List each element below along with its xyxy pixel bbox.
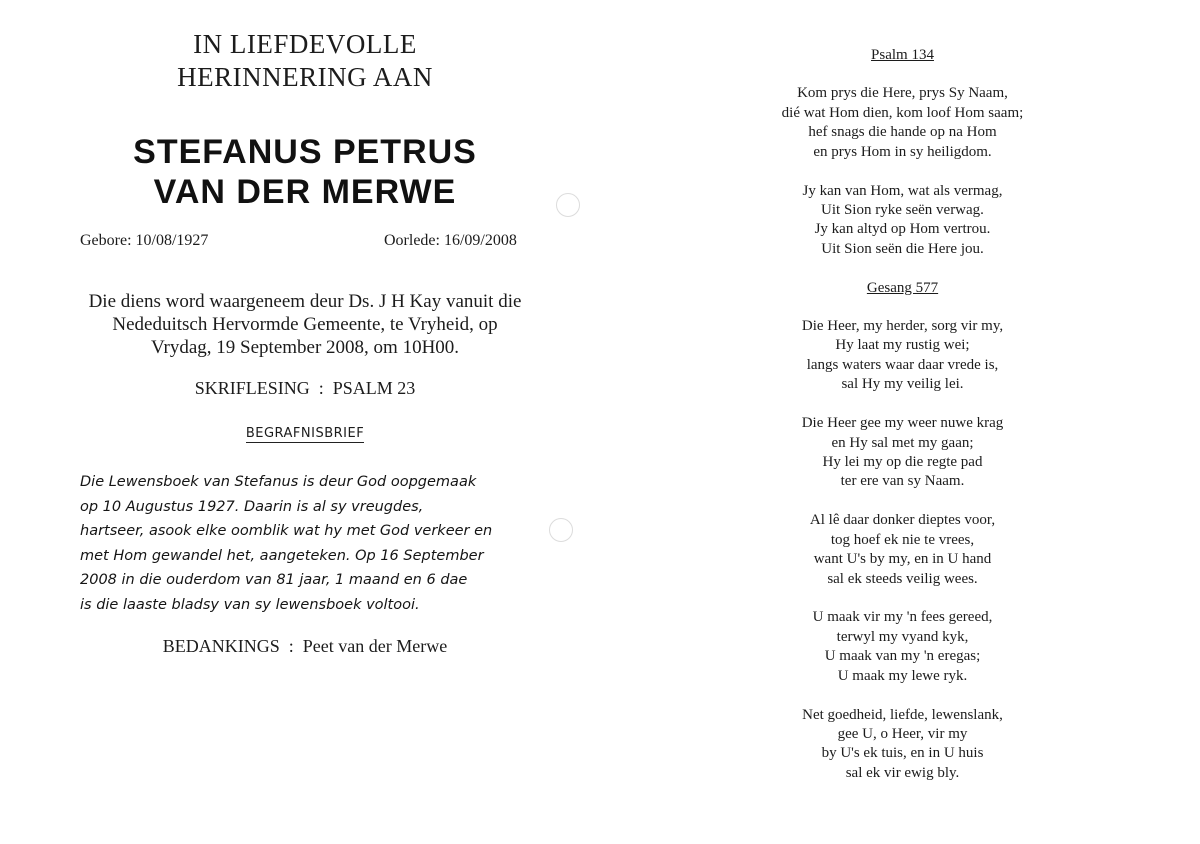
hymn-stanza [600, 608, 1200, 686]
psalm-title: Psalm 134 [871, 47, 934, 63]
psalm-stanza [600, 84, 1200, 162]
service-line: Nededuitsch Hervormde Gemeente, te Vryheid, op [112, 314, 498, 335]
verse-line: ter ere van sy Naam. [840, 473, 965, 490]
verse-line: U maak my lewe ryk. [837, 667, 968, 684]
verse-line: by U's ek tuis, en in U huis [821, 745, 984, 762]
heading-line: IN LIEFDEVOLLE [193, 29, 417, 59]
verse-line: Kom prys die Here, prys Sy Naam, [797, 85, 1008, 102]
verse-line: Hy lei my op die regte pad [822, 454, 983, 470]
verse-line: Uit Sion ryke seën verwag. [821, 201, 984, 218]
hymn-stanza [600, 317, 1200, 395]
verse-line: dié wat Hom dien, kom loof Hom saam; [781, 104, 1024, 121]
verse-line: sal ek steeds veilig wees. [827, 570, 978, 587]
psalm-stanza [600, 182, 1200, 260]
verse-line: sal Hy my veilig lei. [841, 376, 964, 393]
verse-line: langs waters waar daar vrede is, [806, 356, 999, 373]
verse-line: hef snags die hande op na Hom [808, 124, 997, 141]
hymn-title: Gesang 577 [866, 279, 939, 296]
death-date: Oorlede: 16/09/2008 [384, 232, 517, 249]
verse-line: gee U, o Heer, vir my [837, 725, 968, 742]
verse-line: Al lê daar donker dieptes voor, [809, 512, 996, 529]
verse-line: U maak vir my 'n fees gereed, [812, 609, 993, 626]
verse-line: Die Heer gee my weer nuwe krag [801, 415, 1004, 432]
obituary-line: 2008 in die ouderdom van 81 jaar, 1 maand en 6 dae [80, 572, 468, 588]
acknowledgements: BEDANKINGS : Peet van der Merwe [162, 636, 448, 656]
obituary-line: met Hom gewandel het, aangeteken. Op 16 September [80, 547, 484, 564]
birth-date: Gebore: 10/08/1927 [80, 232, 209, 249]
verse-line: want U's by my, en in U hand [813, 551, 992, 568]
verse-line: en Hy sal met my gaan; [831, 434, 974, 451]
punch-hole [556, 193, 580, 217]
verse-line: terwyl my vyand kyk, [836, 628, 969, 645]
obituary-text [80, 470, 540, 617]
obituary-line: op 10 Augustus 1927. Daarin is al sy vreugdes, [80, 498, 424, 515]
obituary-title-text: BEGRAFNISBRIEF [245, 426, 365, 441]
service-line: Die diens word waargeneem deur Ds. J H Kay vanuit die [88, 291, 522, 312]
verse-line: sal ek vir ewig bly. [845, 764, 960, 781]
name-line: VAN DER MERWE [153, 173, 457, 211]
verse-line: tog hoef ek nie te vrees, [830, 531, 975, 548]
punch-hole [549, 518, 573, 542]
verse-line: Hy laat my rustig wei; [835, 337, 970, 354]
obituary-title [0, 426, 610, 441]
hymn-stanza [600, 511, 1200, 589]
verse-line: Net goedheid, liefde, lewenslank, [802, 706, 1003, 723]
deceased-name [0, 132, 610, 212]
obituary-line: is die laaste bladsy van sy lewensboek voltooi. [80, 596, 420, 613]
verse-line: Uit Sion seën die Here jou. [821, 240, 984, 257]
verse-line: Die Heer, my herder, sorg vir my, [801, 318, 1004, 335]
obituary-line: hartseer, asook elke oomblik wat hy met God verkeer en [80, 523, 493, 539]
verse-line: Jy kan altyd op Hom vertrou. [814, 221, 991, 238]
obituary-line: Die Lewensboek van Stefanus is deur God oopgemaak [80, 474, 477, 490]
heading-line: HERINNERING AAN [177, 62, 433, 92]
right-page [600, 46, 1200, 803]
scripture-reading: SKRIFLESING : PSALM 23 [194, 378, 416, 398]
service-details [0, 290, 610, 359]
verse-line: en prys Hom in sy heiligdom. [813, 143, 992, 160]
verse-line: U maak van my 'n eregas; [824, 648, 981, 665]
service-line: Vrydag, 19 September 2008, om 10H00. [150, 337, 460, 358]
verse-line: Jy kan van Hom, wat als vermag, [802, 182, 1003, 199]
hymn-stanza [600, 706, 1200, 784]
name-line: STEFANUS PETRUS [133, 133, 477, 171]
memorial-heading [0, 28, 610, 94]
hymn-stanza [600, 414, 1200, 492]
